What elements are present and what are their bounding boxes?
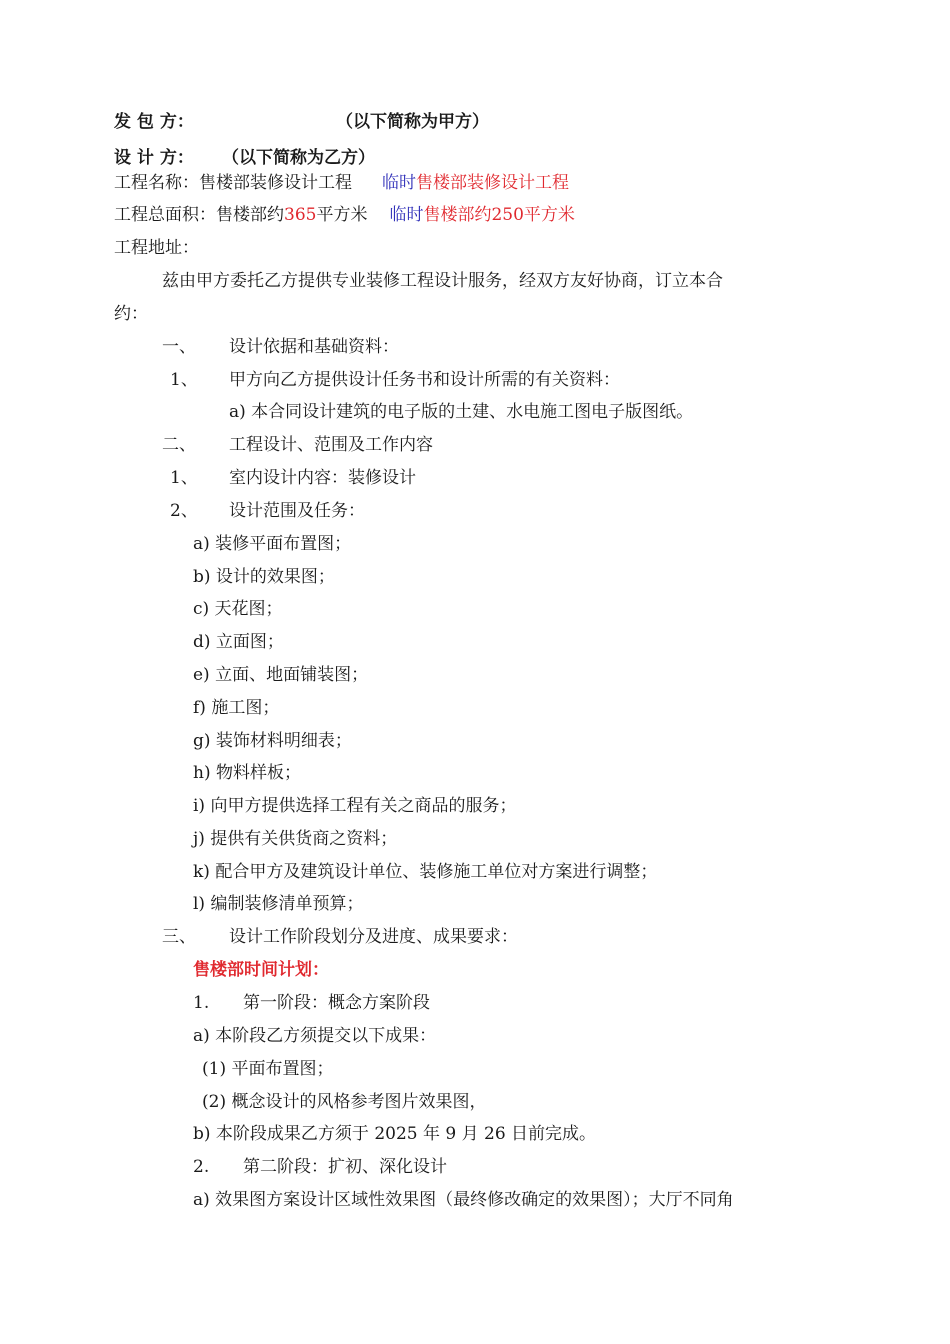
phase1-b: b) 本阶段成果乙方须于 2025 年 9 月 26 日前完成。 (193, 1124, 597, 1144)
task-item: f) 施工图； (193, 698, 280, 718)
contractor-line (114, 110, 194, 134)
task-item: g) 装饰材料明细表； (193, 731, 352, 751)
phase2-title: 第二阶段：扩初、深化设计 (243, 1157, 447, 1177)
section1-num: 一、 (162, 337, 196, 357)
task-item: d) 立面图； (193, 632, 284, 652)
section1-title: 设计依据和基础资料： (229, 337, 399, 357)
task-item: h) 物料样板； (193, 763, 301, 783)
section2-item1-num: 1、 (170, 468, 198, 488)
task-item: k) 配合甲方及建筑设计单位、装修施工单位对方案进行调整； (193, 862, 658, 882)
phase1-a: a) 本阶段乙方须提交以下成果： (193, 1026, 437, 1046)
phase1-a2: (2) 概念设计的风格参考图片效果图， (202, 1092, 487, 1112)
section1-item1-text: 甲方向乙方提供设计任务书和设计所需的有关资料： (229, 370, 620, 390)
section2-title: 工程设计、范围及工作内容 (229, 435, 433, 455)
area-line (114, 203, 575, 227)
task-item: j) 提供有关供货商之资料； (193, 829, 398, 849)
section2-num: 二、 (162, 435, 196, 455)
area-value: 365 (284, 205, 317, 225)
intro-line-1: 兹由甲方委托乙方提供专业装修工程设计服务，经双方友好协商，订立本合 (162, 271, 723, 291)
schedule-heading: 售楼部时间计划： (193, 960, 329, 980)
section3-num: 三、 (162, 927, 196, 947)
project-name-alt-rest: 售楼部装修设计工程 (416, 173, 569, 193)
contractor-label: 发 包 方： (114, 112, 194, 132)
task-item: i) 向甲方提供选择工程有关之商品的服务； (193, 796, 517, 816)
project-name-alt-prefix: 临时 (382, 173, 416, 193)
project-name-label: 工程名称：售楼部装修设计工程 (114, 173, 352, 193)
area-alt-prefix: 临时 (389, 205, 424, 225)
area-label: 工程总面积：售楼部约 (114, 205, 284, 225)
designer-label: 设 计 方： (114, 148, 194, 168)
project-name-line (114, 171, 569, 195)
contractor-note: （以下简称为甲方） (336, 112, 489, 132)
task-item: e) 立面、地面铺装图； (193, 665, 369, 685)
section1-item1-num: 1、 (170, 370, 198, 390)
phase1-a1: (1) 平面布置图； (202, 1059, 334, 1079)
area-unit: 平方米 (316, 205, 368, 225)
phase2-a: a) 效果图方案设计区域性效果图（最终修改确定的效果图）；大厅不同角 (193, 1190, 734, 1210)
intro-line-2: 约： (114, 304, 148, 324)
section2-item2-num: 2、 (170, 501, 198, 521)
section3-title: 设计工作阶段划分及进度、成果要求： (229, 927, 518, 947)
phase1-num: 1. (193, 993, 210, 1013)
section2-item2-text: 设计范围及任务： (229, 501, 365, 521)
address-label: 工程地址： (114, 238, 199, 258)
task-item: a) 装修平面布置图； (193, 534, 352, 554)
task-item: l) 编制装修清单预算； (193, 894, 364, 914)
task-item: b) 设计的效果图； (193, 567, 335, 587)
area-alt-text: 售楼部约250平方米 (423, 205, 575, 225)
task-item: c) 天花图； (193, 599, 283, 619)
phase2-num: 2. (193, 1157, 210, 1177)
designer-note: （以下简称为乙方） (222, 148, 375, 168)
section2-item1-text: 室内设计内容：装修设计 (229, 468, 416, 488)
phase1-title: 第一阶段：概念方案阶段 (243, 993, 430, 1013)
section1-item1a: a) 本合同设计建筑的电子版的土建、水电施工图电子版图纸。 (229, 402, 694, 422)
